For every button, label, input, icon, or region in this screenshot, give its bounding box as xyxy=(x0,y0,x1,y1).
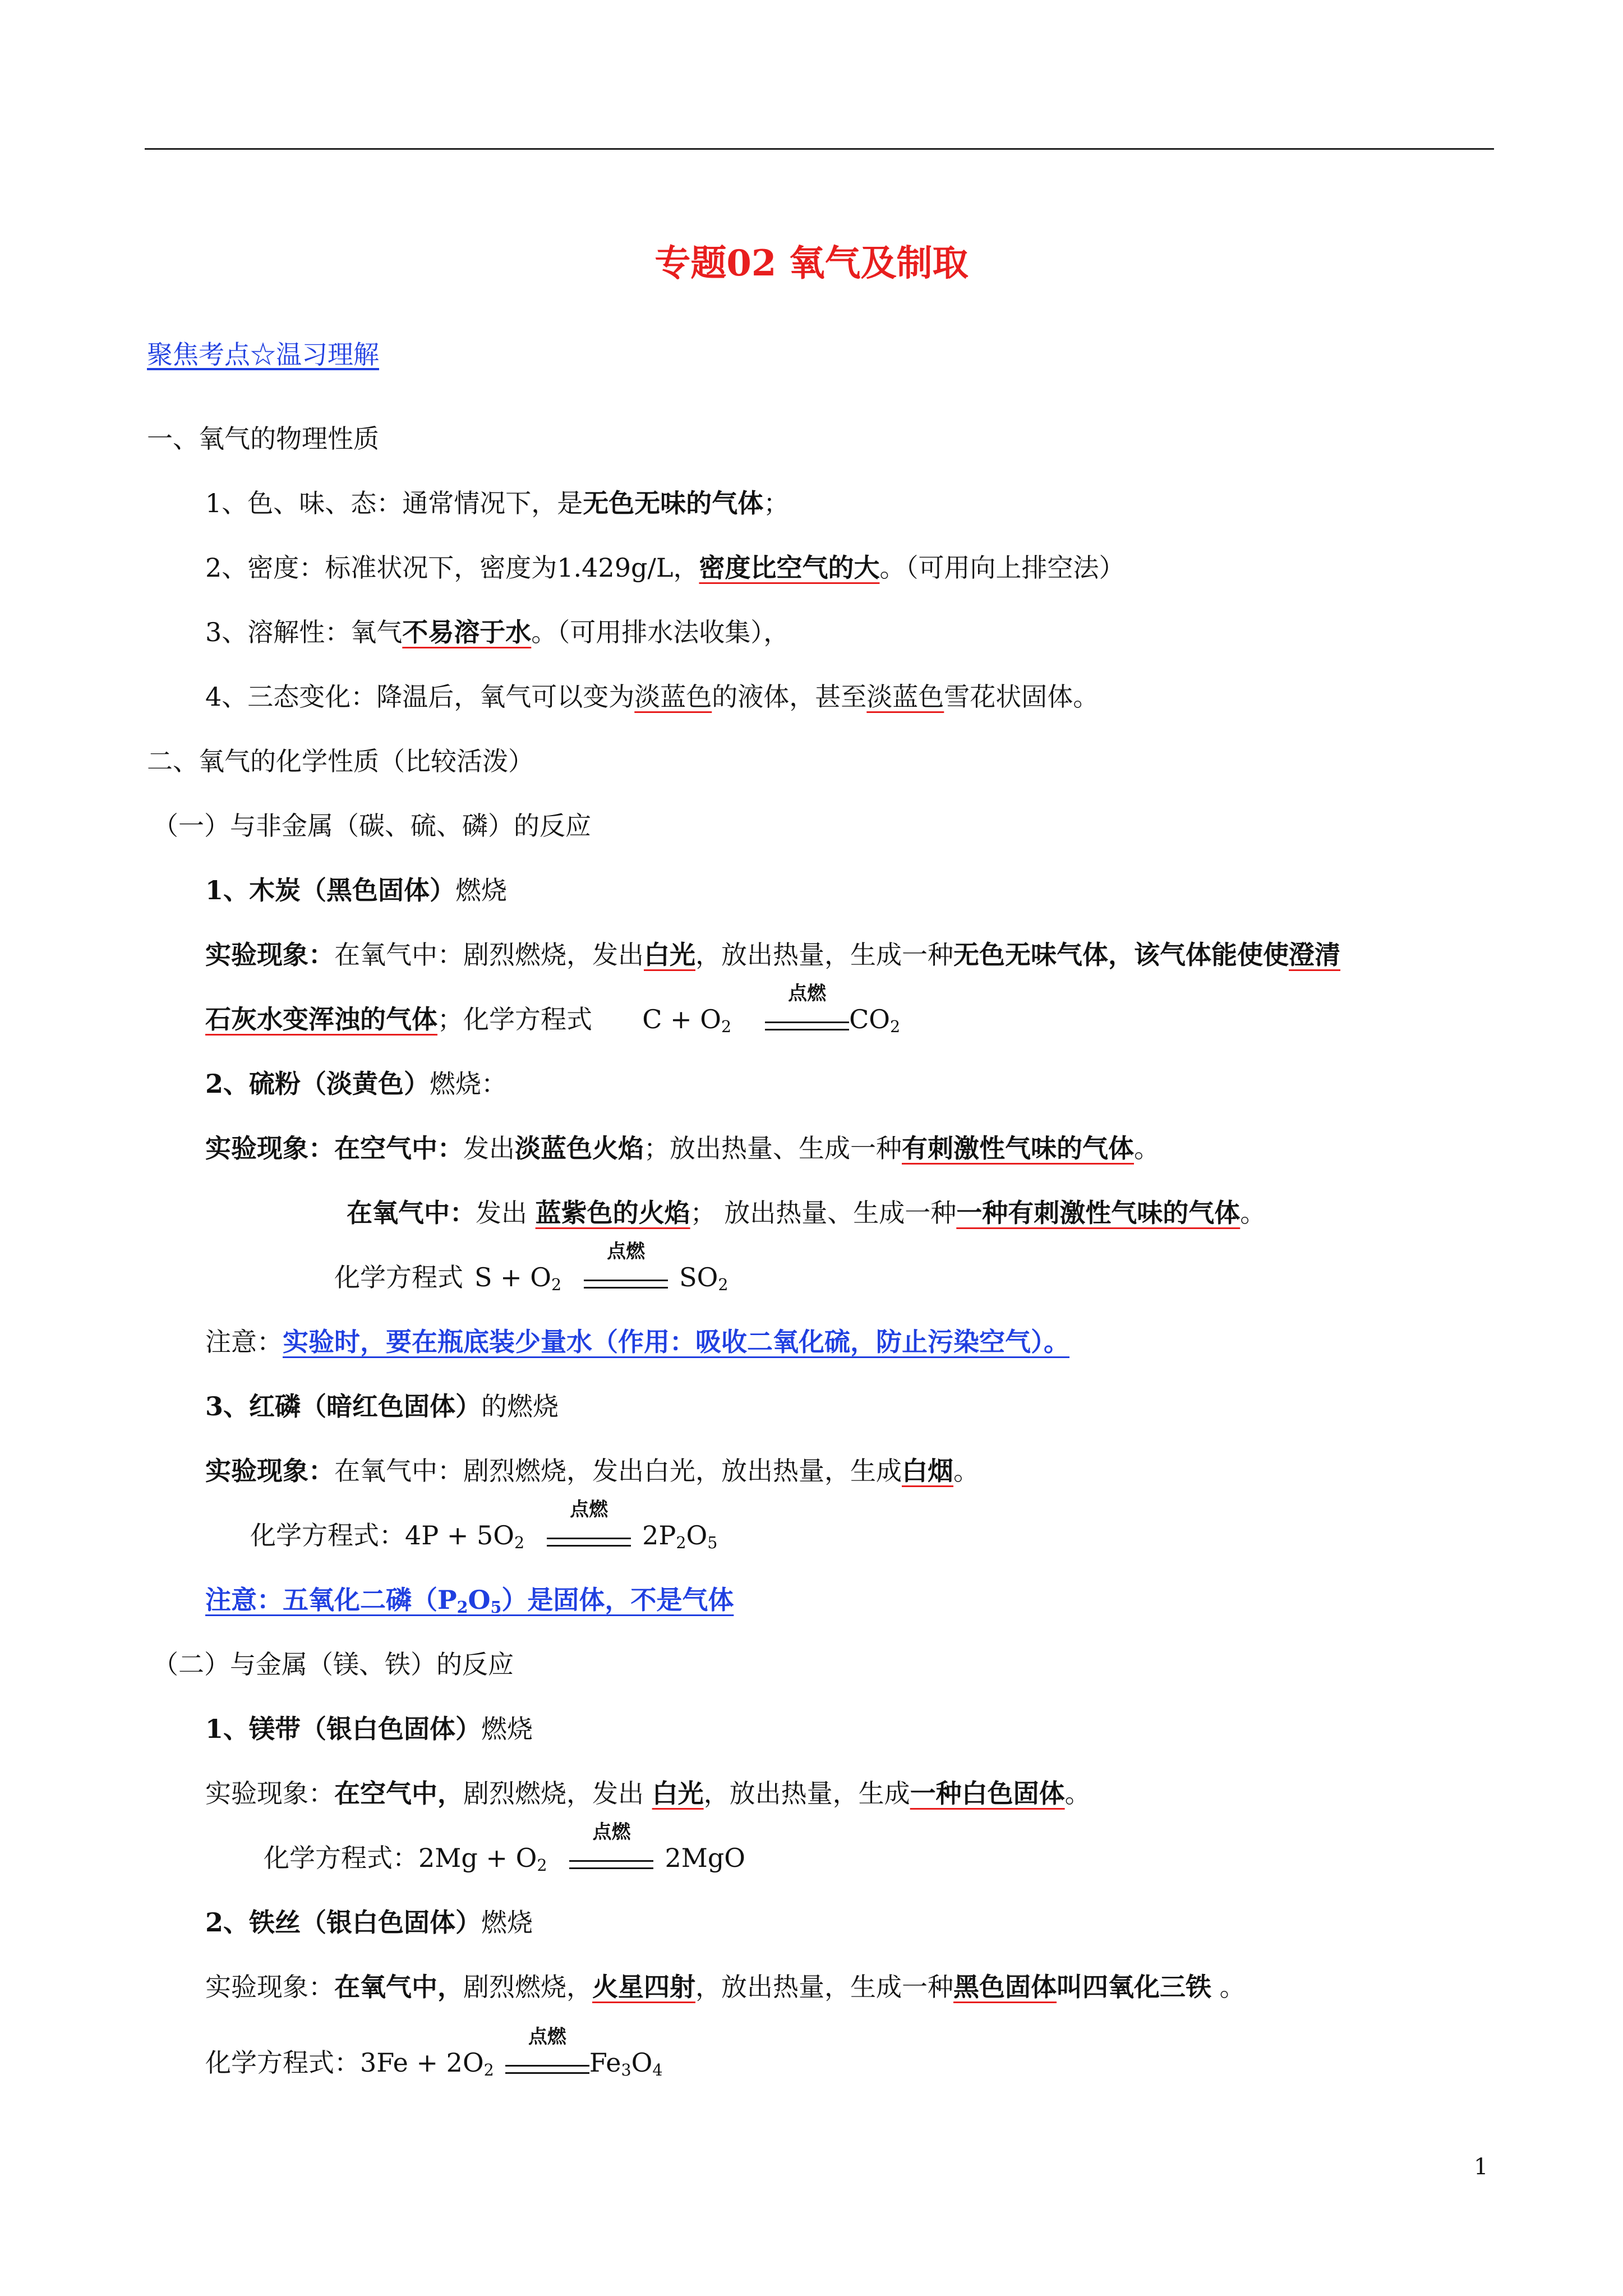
property-state-change: 4、三态变化：降温后，氧气可以变为淡蓝色的液体，甚至淡蓝色雪花状固体。 xyxy=(205,682,1099,712)
magnesium-observation: 实验现象：在空气中，剧烈燃烧，发出 白光，放出热量，生成一种白色固体。 xyxy=(205,1778,1091,1809)
phosphorus-observation: 实验现象：在氧气中：剧烈燃烧，发出白光，放出热量，生成白烟。 xyxy=(205,1456,979,1486)
subsection-nonmetals: （一）与非金属（碳、硫、磷）的反应 xyxy=(153,811,591,841)
page-title: 专题02 氧气及制取 xyxy=(654,242,969,284)
header-rule xyxy=(145,148,1494,150)
property-density: 2、密度：标准状况下，密度为1.429g/L，密度比空气的大。（可用向上排空法） xyxy=(205,553,1125,583)
subsection-metals: （二）与金属（镁、铁）的反应 xyxy=(153,1649,514,1680)
page-number: 1 xyxy=(1474,2154,1488,2180)
phosphorus-note: 注意：五氧化二磷$(P_2O_5)$是固体，不是气体 xyxy=(205,1585,734,1617)
section1-heading: 一、氧气的物理性质 xyxy=(147,424,379,454)
magnesium-equation: 化学方程式：$2Mg + O_2$ 点燃 2MgO xyxy=(264,1821,745,1875)
section2-heading: 二、氧气的化学性质（比较活泼） xyxy=(147,746,534,776)
property-color: 1、色、味、态：通常情况下，是无色无味的气体； xyxy=(205,488,790,518)
sulfur-note: 注意：实验时，要在瓶底装少量水（作用：吸收二氧化硫，防止污染空气）。 xyxy=(205,1327,1069,1357)
carbon-observation-cont: 石灰水变浑浊的气体；化学方程式 $C + O_2$ 点燃 $CO_2$ xyxy=(205,982,901,1037)
sulfur-observation-oxygen: 在氧气中：发出 蓝紫色的火焰； 放出热量、生成一种一种有刺激性气味的气体。 xyxy=(347,1198,1266,1228)
iron-observation: 实验现象：在氧气中，剧烈燃烧，火星四射，放出热量，生成一种黑色固体叫四氧化三铁 。 xyxy=(205,1972,1246,2002)
iron-heading: 2、铁丝（银白色固体）燃烧 xyxy=(205,1907,533,1938)
carbon-observation: 实验现象：在氧气中：剧烈燃烧，发出白光，放出热量，生成一种无色无味气体，该气体能使使澄清 xyxy=(205,940,1340,970)
property-solubility: 3、溶解性：氧气不易溶于水。（可用排水法收集）， xyxy=(205,617,790,647)
sulfur-equation: 化学方程式 $S + O_2$ 点燃 $SO_2$ xyxy=(334,1240,728,1295)
carbon-equation: $C + O_2$ 点燃 $CO_2$ xyxy=(642,982,901,1037)
focus-link[interactable]: 聚焦考点☆温习理解 xyxy=(147,339,379,370)
sulfur-observation-air: 实验现象：在空气中：发出淡蓝色火焰；放出热量、生成一种有刺激性气味的气体。 xyxy=(205,1133,1160,1163)
phosphorus-equation: 化学方程式：$4P + 5O_2$ 点燃 $2P_2O_5$ xyxy=(250,1498,718,1553)
magnesium-heading: 1、镁带（银白色固体）燃烧 xyxy=(205,1714,533,1744)
phosphorus-heading: 3、红磷（暗红色固体）的燃烧 xyxy=(205,1391,559,1421)
iron-equation: 化学方程式：$3Fe + 2O_2$ 点燃 $Fe_3O_4$ xyxy=(205,2026,663,2080)
sulfur-heading: 2、硫粉（淡黄色）燃烧： xyxy=(205,1069,508,1099)
carbon-heading: 1、木炭（黑色固体）燃烧 xyxy=(205,875,508,905)
